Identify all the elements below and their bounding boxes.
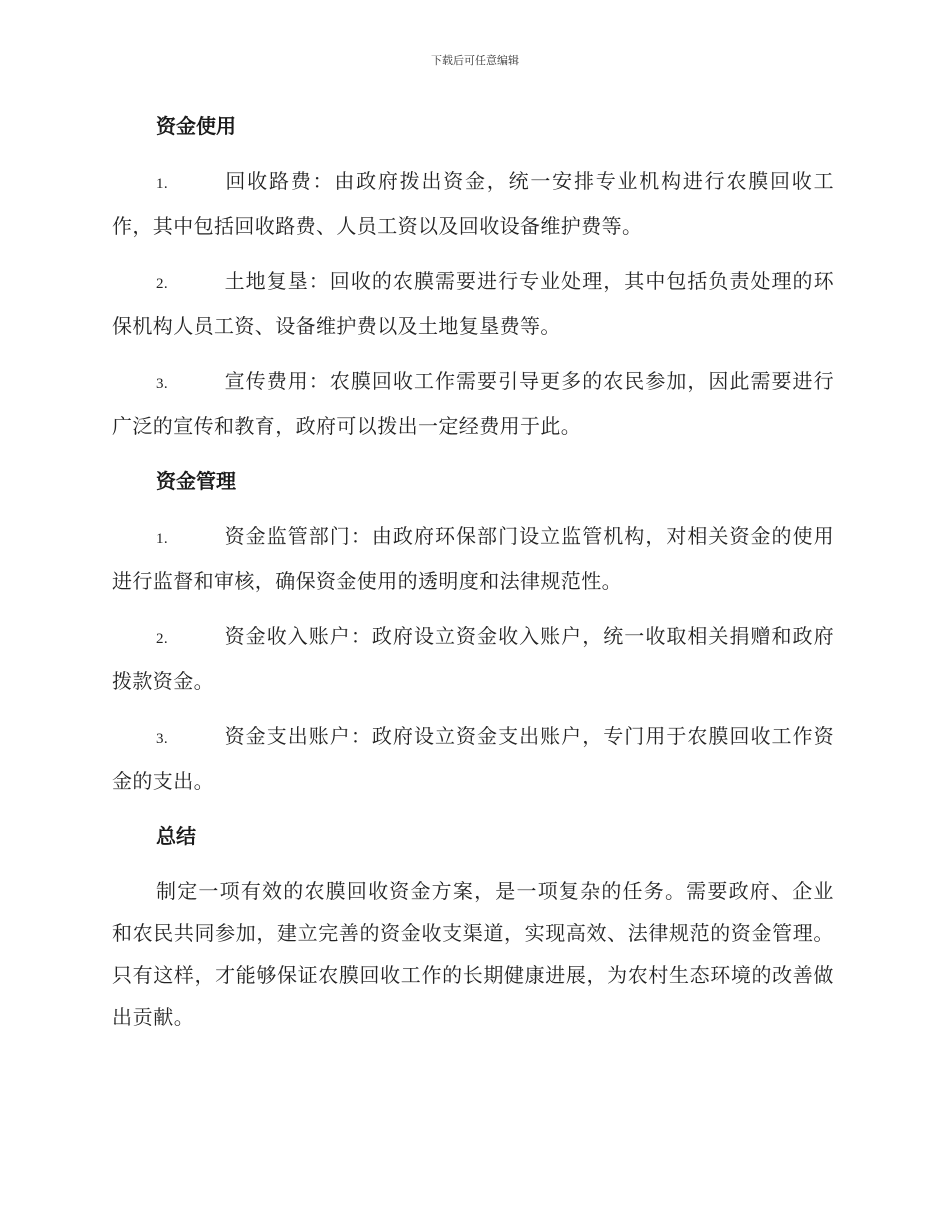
list-item-number: 1. [156, 531, 169, 547]
list-item-number: 3. [156, 731, 169, 747]
list-item-text: 资金收入账户：政府设立资金收入账户，统一收取相关捐赠和政府拨款资金。 [112, 624, 834, 693]
list-item-number: 3. [156, 376, 169, 392]
section-heading-fund-usage: 资金使用 [156, 114, 236, 138]
list-item-text: 土地复垦：回收的农膜需要进行专业处理，其中包括负责处理的环保机构人员工资、设备维护费以及土地复垦费等。 [112, 269, 834, 338]
list-item [112, 515, 834, 602]
list-item-text: 宣传费用：农膜回收工作需要引导更多的农民参加，因此需要进行广泛的宣传和教育，政府可以拨出一定经费用于此。 [112, 369, 834, 438]
list-item [112, 715, 834, 802]
list-item [112, 160, 834, 247]
list-item-number: 2. [156, 631, 169, 647]
section-heading-summary: 总结 [156, 824, 196, 848]
summary-paragraph: 制定一项有效的农膜回收资金方案，是一项复杂的任务。需要政府、企业和农民共同参加，建立完善的资金收支渠道，实现高效、法律规范的资金管理。只有这样，才能够保证农膜回收工作的长期健康进展，为农村生态环境的改善做出贡献。 [112, 879, 834, 1029]
document-body [112, 105, 834, 1038]
list-item [112, 615, 834, 702]
list-item [112, 260, 834, 347]
page-header: 下载后可任意编辑 [431, 54, 519, 67]
list-item-number: 1. [156, 176, 169, 192]
list-item-text: 资金支出账户：政府设立资金支出账户，专门用于农膜回收工作资金的支出。 [112, 724, 834, 793]
list-item-text: 回收路费：由政府拨出资金，统一安排专业机构进行农膜回收工作，其中包括回收路费、人员工资以及回收设备维护费等。 [112, 169, 834, 238]
list-item-text: 资金监管部门：由政府环保部门设立监管机构，对相关资金的使用进行监督和审核，确保资金使用的透明度和法律规范性。 [112, 524, 834, 593]
list-item-number: 2. [156, 276, 169, 292]
list-item [112, 360, 834, 447]
section-heading-fund-management: 资金管理 [156, 469, 236, 493]
